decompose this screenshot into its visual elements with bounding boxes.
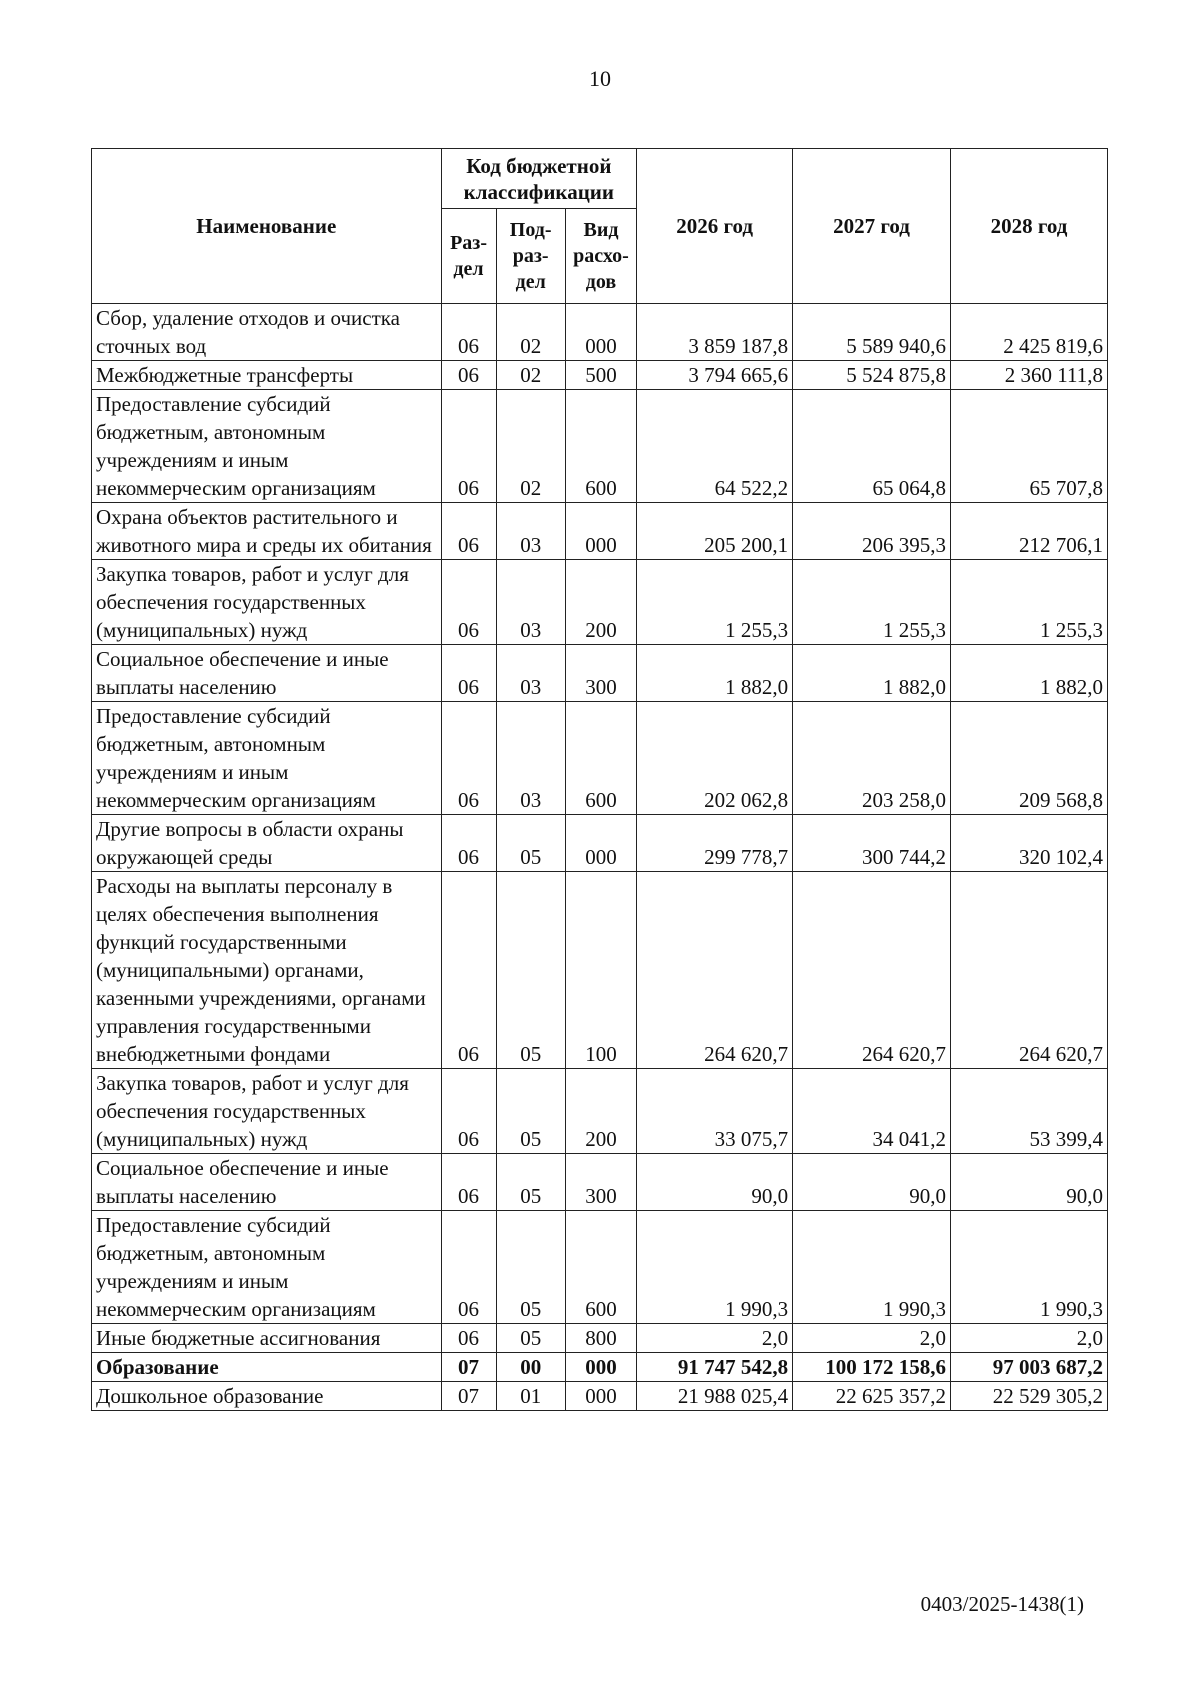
table-row <box>92 503 1108 560</box>
row-vid: 200 <box>565 560 636 645</box>
row-razdel: 06 <box>441 872 496 1069</box>
table-row <box>92 304 1108 361</box>
row-podrazdel: 02 <box>496 304 565 361</box>
header-razdel: Раз-дел <box>441 209 496 304</box>
header-vid: Вид расхо-дов <box>565 209 636 304</box>
row-value-2028: 90,0 <box>951 1154 1108 1211</box>
row-podrazdel: 02 <box>496 390 565 503</box>
row-value-2026: 90,0 <box>637 1154 793 1211</box>
row-value-2026: 3 794 665,6 <box>637 361 793 390</box>
row-razdel: 07 <box>441 1353 496 1382</box>
row-podrazdel: 03 <box>496 560 565 645</box>
row-value-2026: 205 200,1 <box>637 503 793 560</box>
header-2026: 2026 год <box>637 149 793 304</box>
table-row <box>92 1324 1108 1353</box>
page-number: 10 <box>589 66 611 91</box>
row-value-2026: 1 990,3 <box>637 1211 793 1324</box>
row-value-2026: 91 747 542,8 <box>637 1353 793 1382</box>
table-body <box>92 304 1108 1411</box>
row-value-2026: 1 255,3 <box>637 560 793 645</box>
row-value-2028: 264 620,7 <box>951 872 1108 1069</box>
row-value-2028: 209 568,8 <box>951 702 1108 815</box>
row-name: Предоставление субсидий бюджетным, автономным учреждениям и иным некоммерческим организациям <box>92 1211 442 1324</box>
row-value-2026: 264 620,7 <box>637 872 793 1069</box>
row-vid: 300 <box>565 1154 636 1211</box>
row-vid: 000 <box>565 304 636 361</box>
row-name: Охрана объектов растительного и животного мира и среды их обитания <box>92 503 442 560</box>
row-name: Закупка товаров, работ и услуг для обеспечения государственных (муниципальных) нужд <box>92 1069 442 1154</box>
row-name: Дошкольное образование <box>92 1382 442 1411</box>
row-vid: 000 <box>565 1382 636 1411</box>
row-value-2028: 320 102,4 <box>951 815 1108 872</box>
row-value-2028: 2 360 111,8 <box>951 361 1108 390</box>
row-podrazdel: 05 <box>496 872 565 1069</box>
row-name: Иные бюджетные ассигнования <box>92 1324 442 1353</box>
row-value-2026: 64 522,2 <box>637 390 793 503</box>
row-podrazdel: 00 <box>496 1353 565 1382</box>
table-row <box>92 1069 1108 1154</box>
row-razdel: 06 <box>441 304 496 361</box>
row-razdel: 06 <box>441 361 496 390</box>
row-value-2027: 5 524 875,8 <box>793 361 951 390</box>
row-name: Социальное обеспечение и иные выплаты населению <box>92 1154 442 1211</box>
row-value-2026: 299 778,7 <box>637 815 793 872</box>
table-row <box>92 1154 1108 1211</box>
row-podrazdel: 05 <box>496 1211 565 1324</box>
row-vid: 600 <box>565 702 636 815</box>
row-value-2026: 21 988 025,4 <box>637 1382 793 1411</box>
row-name: Сбор, удаление отходов и очистка сточных вод <box>92 304 442 361</box>
row-name: Предоставление субсидий бюджетным, автономным учреждениям и иным некоммерческим организациям <box>92 390 442 503</box>
row-value-2027: 264 620,7 <box>793 872 951 1069</box>
row-razdel: 06 <box>441 702 496 815</box>
row-razdel: 07 <box>441 1382 496 1411</box>
row-value-2027: 34 041,2 <box>793 1069 951 1154</box>
row-value-2027: 206 395,3 <box>793 503 951 560</box>
header-2028: 2028 год <box>951 149 1108 304</box>
row-value-2026: 3 859 187,8 <box>637 304 793 361</box>
row-podrazdel: 03 <box>496 503 565 560</box>
row-value-2028: 1 255,3 <box>951 560 1108 645</box>
document-code: 0403/2025-1438(1) <box>920 1592 1084 1616</box>
row-value-2027: 100 172 158,6 <box>793 1353 951 1382</box>
table-row <box>92 390 1108 503</box>
row-value-2028: 97 003 687,2 <box>951 1353 1108 1382</box>
row-vid: 000 <box>565 815 636 872</box>
row-vid: 800 <box>565 1324 636 1353</box>
row-value-2028: 2 425 819,6 <box>951 304 1108 361</box>
row-razdel: 06 <box>441 1069 496 1154</box>
row-name: Межбюджетные трансферты <box>92 361 442 390</box>
row-value-2027: 1 882,0 <box>793 645 951 702</box>
header-name: Наименование <box>92 149 442 304</box>
row-podrazdel: 05 <box>496 815 565 872</box>
table-row <box>92 1211 1108 1324</box>
row-podrazdel: 01 <box>496 1382 565 1411</box>
row-podrazdel: 02 <box>496 361 565 390</box>
row-vid: 600 <box>565 1211 636 1324</box>
row-razdel: 06 <box>441 645 496 702</box>
row-value-2027: 5 589 940,6 <box>793 304 951 361</box>
table-row <box>92 560 1108 645</box>
row-value-2028: 1 990,3 <box>951 1211 1108 1324</box>
row-value-2027: 1 990,3 <box>793 1211 951 1324</box>
row-name: Закупка товаров, работ и услуг для обеспечения государственных (муниципальных) нужд <box>92 560 442 645</box>
row-value-2028: 53 399,4 <box>951 1069 1108 1154</box>
row-razdel: 06 <box>441 1211 496 1324</box>
row-name: Социальное обеспечение и иные выплаты населению <box>92 645 442 702</box>
row-name: Расходы на выплаты персоналу в целях обеспечения выполнения функций государственными (муниципальными) органами, казенными учреждениями, органами управления государственными внебюджетными фондами <box>92 872 442 1069</box>
row-vid: 500 <box>565 361 636 390</box>
row-name: Другие вопросы в области охраны окружающей среды <box>92 815 442 872</box>
row-razdel: 06 <box>441 503 496 560</box>
table-row <box>92 815 1108 872</box>
row-razdel: 06 <box>441 560 496 645</box>
row-razdel: 06 <box>441 1324 496 1353</box>
row-podrazdel: 03 <box>496 645 565 702</box>
row-razdel: 06 <box>441 815 496 872</box>
row-value-2027: 203 258,0 <box>793 702 951 815</box>
table-row <box>92 645 1108 702</box>
budget-table <box>91 148 1108 1411</box>
row-value-2027: 65 064,8 <box>793 390 951 503</box>
table-row <box>92 702 1108 815</box>
row-value-2026: 33 075,7 <box>637 1069 793 1154</box>
row-value-2028: 1 882,0 <box>951 645 1108 702</box>
row-value-2027: 300 744,2 <box>793 815 951 872</box>
row-vid: 100 <box>565 872 636 1069</box>
table-row <box>92 872 1108 1069</box>
row-value-2026: 202 062,8 <box>637 702 793 815</box>
row-podrazdel: 05 <box>496 1324 565 1353</box>
row-value-2028: 212 706,1 <box>951 503 1108 560</box>
row-podrazdel: 03 <box>496 702 565 815</box>
row-vid: 300 <box>565 645 636 702</box>
row-value-2027: 90,0 <box>793 1154 951 1211</box>
row-razdel: 06 <box>441 1154 496 1211</box>
row-name: Образование <box>92 1353 442 1382</box>
row-value-2027: 22 625 357,2 <box>793 1382 951 1411</box>
table-row <box>92 1353 1108 1382</box>
row-name: Предоставление субсидий бюджетным, автономным учреждениям и иным некоммерческим организациям <box>92 702 442 815</box>
row-value-2027: 2,0 <box>793 1324 951 1353</box>
row-value-2026: 1 882,0 <box>637 645 793 702</box>
row-razdel: 06 <box>441 390 496 503</box>
row-vid: 000 <box>565 1353 636 1382</box>
row-podrazdel: 05 <box>496 1154 565 1211</box>
row-value-2028: 2,0 <box>951 1324 1108 1353</box>
header-podrazdel: Под-раз-дел <box>496 209 565 304</box>
row-value-2028: 65 707,8 <box>951 390 1108 503</box>
table-row <box>92 1382 1108 1411</box>
header-code-group: Код бюджетной классификации <box>441 149 637 209</box>
row-vid: 000 <box>565 503 636 560</box>
row-vid: 600 <box>565 390 636 503</box>
row-podrazdel: 05 <box>496 1069 565 1154</box>
header-2027: 2027 год <box>793 149 951 304</box>
row-value-2026: 2,0 <box>637 1324 793 1353</box>
row-value-2028: 22 529 305,2 <box>951 1382 1108 1411</box>
row-vid: 200 <box>565 1069 636 1154</box>
table-row <box>92 361 1108 390</box>
row-value-2027: 1 255,3 <box>793 560 951 645</box>
